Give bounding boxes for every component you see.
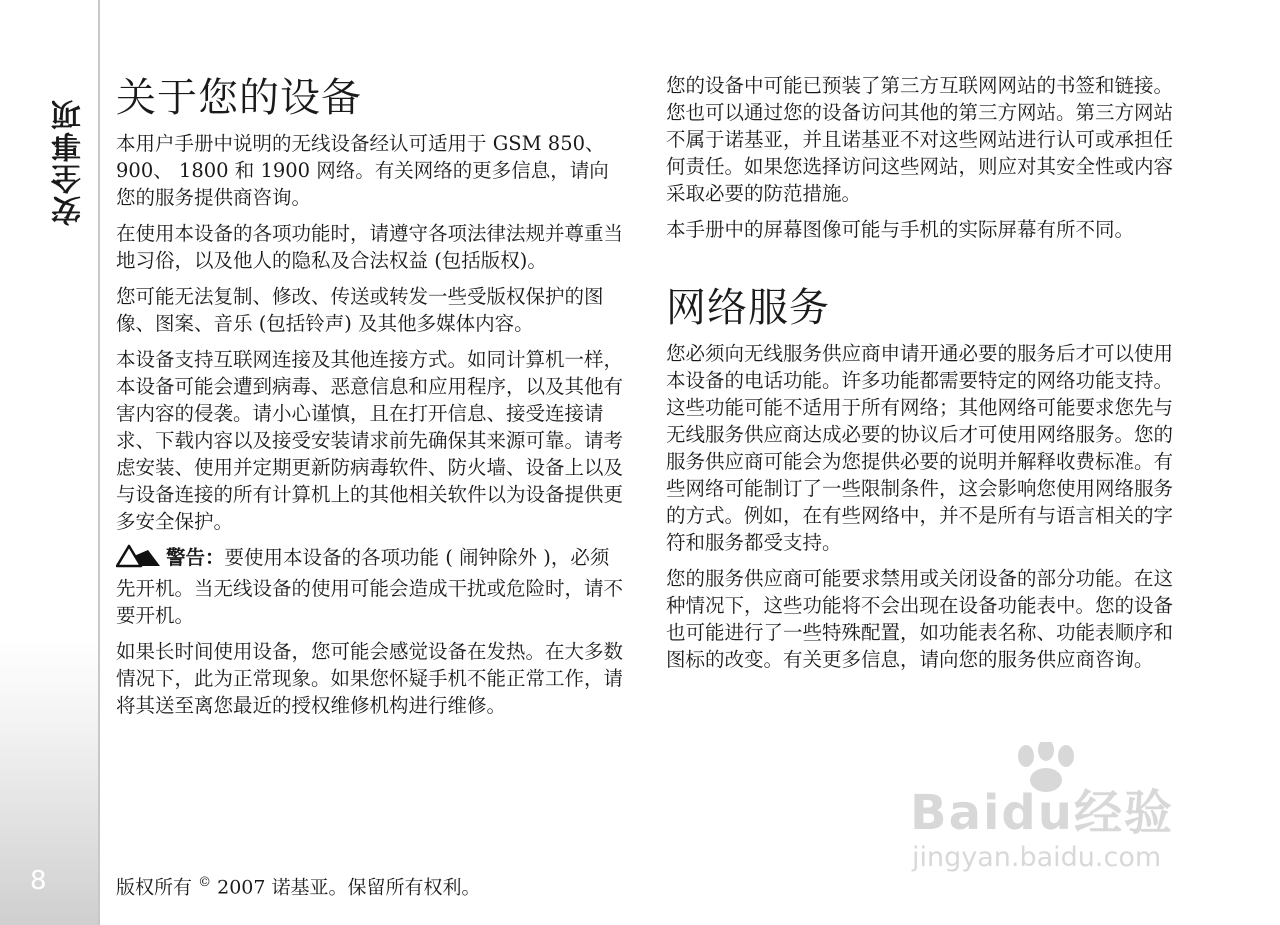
section-title: 安全事项 — [52, 98, 87, 226]
paragraph: 在使用本设备的各项功能时，请遵守各项法律法规并尊重当地习俗，以及他人的隐私及合法权益 (包括版权)。 — [116, 222, 624, 272]
watermark-url: jingyan.baidu.com — [912, 842, 1162, 873]
paragraph: 本手册中的屏幕图像可能与手机的实际屏幕有所不同。 — [666, 218, 1135, 241]
baidu-watermark — [910, 742, 1210, 882]
copyright-symbol: © — [198, 875, 212, 890]
watermark-main-text: Baidu经验 — [910, 785, 1174, 841]
right-column — [666, 72, 1178, 682]
warning-label: 警告： — [166, 546, 225, 569]
spacer — [666, 252, 1178, 282]
page-number: 8 — [30, 866, 47, 896]
paragraph: 本设备支持互联网连接及其他连接方式。如同计算机一样，本设备可能会遭到病毒、恶意信息和应用程序，以及其他有害内容的侵袭。请小心谨慎，且在打开信息、接受连接请求、下载内容以及接受安装请求前先确保其来源可靠。请考虑安装、使用并定期更新防病毒软件、防火墙、设备上以及与设备连接的所有计算机上的其他相关软件以为设备提供更多安全保护。 — [116, 348, 624, 533]
paragraph: 您的设备中可能已预装了第三方互联网网站的书签和链接。您也可以通过您的设备访问其他的第三方网站。第三方网站不属于诺基亚，并且诺基亚不对这些网站进行认可或承担任何责任。如果您选择访问这些网站，则应对其安全性或内容采取必要的防范措施。 — [666, 74, 1174, 205]
warning-note — [116, 544, 628, 629]
left-column — [116, 72, 628, 728]
heading-network-services: 网络服务 — [666, 285, 830, 331]
paragraph: 如果长时间使用设备，您可能会感觉设备在发热。在大多数情况下，此为正常现象。如果您怀疑手机不能正常工作，请将其送至离您最近的授权维修机构进行维修。 — [116, 640, 624, 717]
paragraph: 您必须向无线服务供应商申请开通必要的服务后才可以使用本设备的电话功能。许多功能都需要特定的网络功能支持。这些功能可能不适用于所有网络；其他网络可能要求您先与无线服务供应商达成必要的协议后才可使用网络服务。您的服务供应商可能会为您提供必要的说明并解释收费标准。有些网络可能制订了一些限制条件，这会影响您使用网络服务的方式。例如，在有些网络中，并不是所有与语言相关的字符和服务都受支持。 — [666, 342, 1174, 554]
paragraph: 本用户手册中说明的无线设备经认可适用于 GSM 850、 900、 1800 和 1900 网络。有关网络的更多信息，请向您的服务提供商咨询。 — [116, 132, 609, 209]
baidu-paw-icon — [1006, 742, 1086, 794]
paragraph: 您的服务供应商可能要求禁用或关闭设备的部分功能。在这种情况下，这些功能将不会出现在设备功能表中。您的设备也可能进行了一些特殊配置，如功能表名称、功能表顺序和图标的改变。有关更多信息，请向您的服务供应商咨询。 — [666, 567, 1174, 671]
copyright-footer — [116, 869, 481, 901]
copyright-prefix: 版权所有 — [116, 876, 193, 899]
paragraph: 您可能无法复制、修改、传送或转发一些受版权保护的图像、图案、音乐 (包括铃声) 及其他多媒体内容。 — [116, 285, 604, 335]
copyright-suffix: 2007 诺基亚。保留所有权利。 — [217, 876, 481, 899]
warning-triangle-icon — [116, 544, 162, 575]
warning-text: 要使用本设备的各项功能 ( 闹钟除外 )，必须先开机。当无线设备的使用可能会造成干扰或危险时，请不要开机。 — [116, 546, 624, 627]
sidebar — [0, 0, 100, 925]
heading-about-device: 关于您的设备 — [116, 75, 362, 121]
